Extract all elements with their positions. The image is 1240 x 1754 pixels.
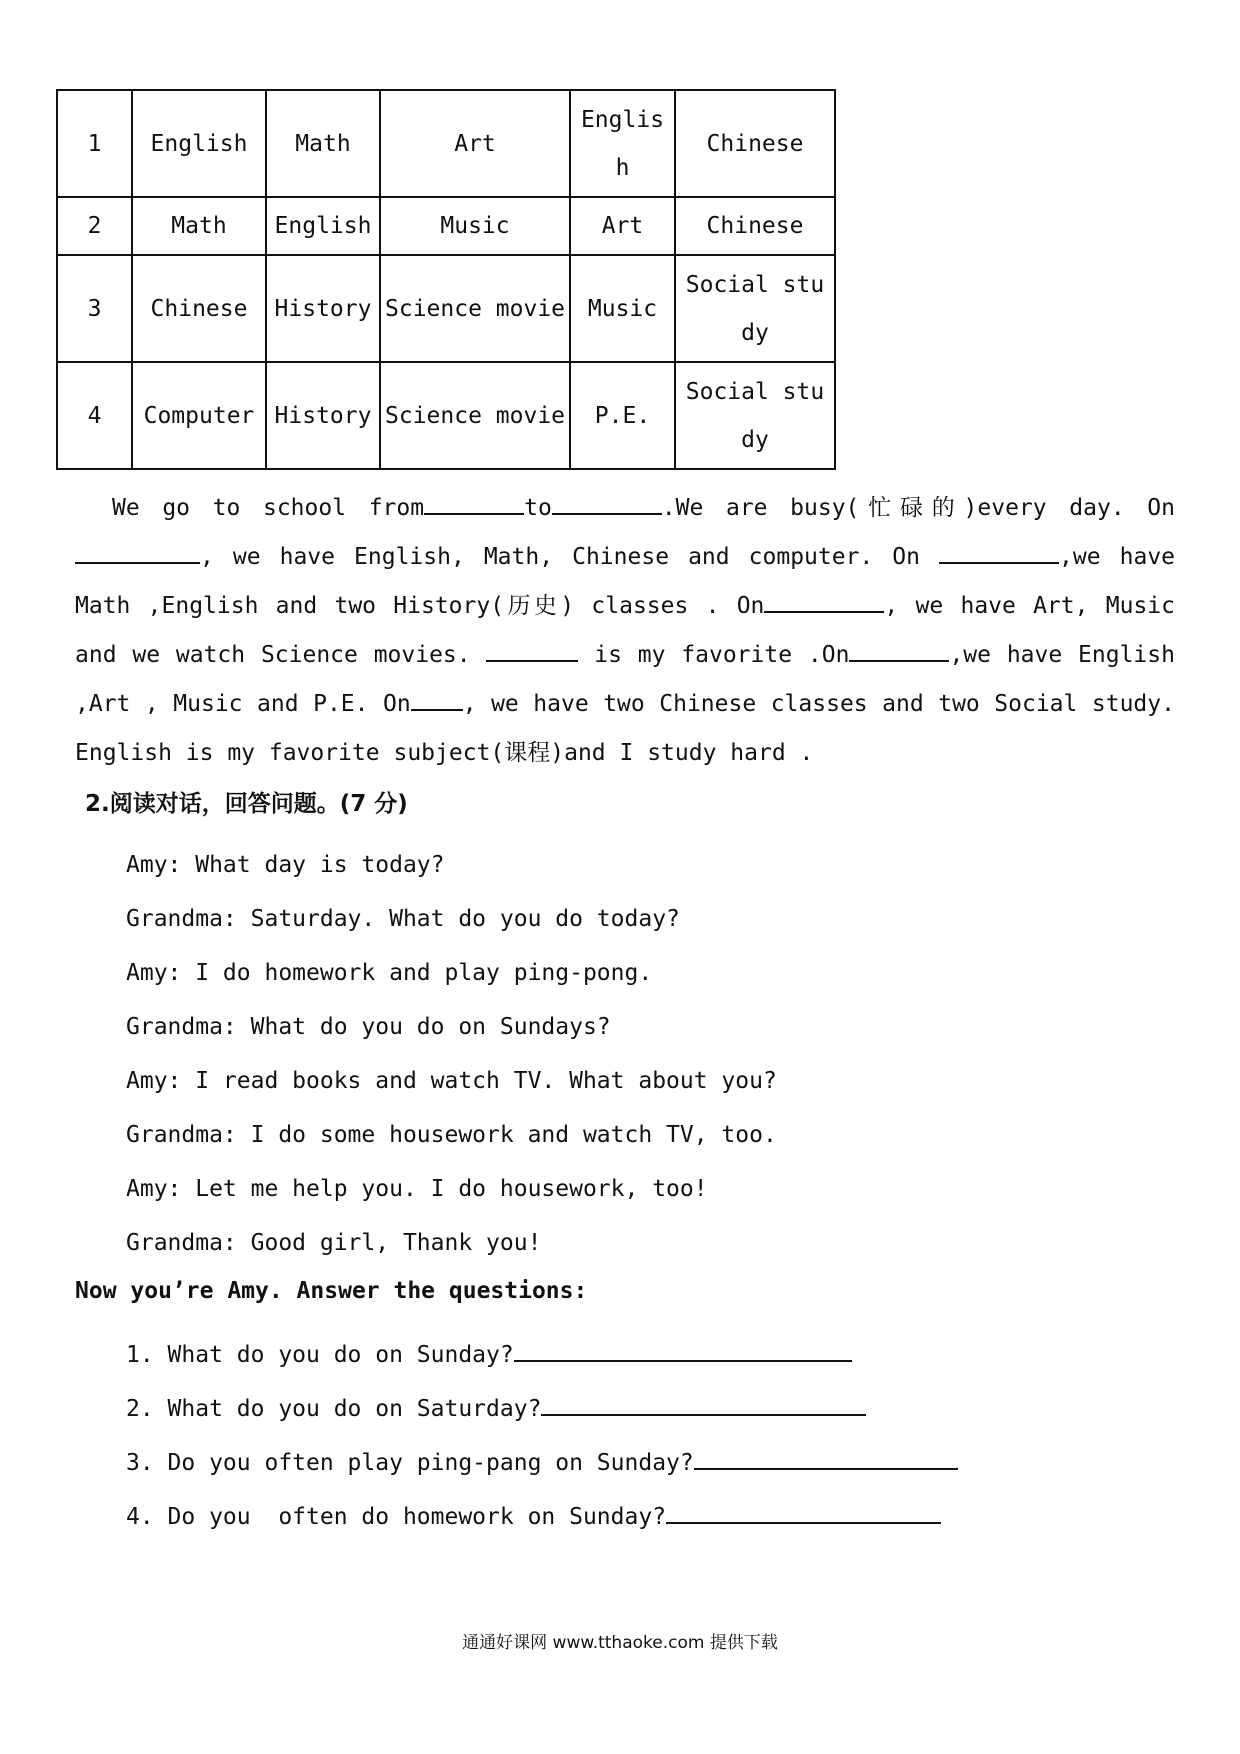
table-cell: Chinese	[675, 197, 835, 255]
table-cell: Science movie	[380, 255, 570, 362]
table-cell: English	[132, 90, 266, 197]
table-cell: Social study	[675, 255, 835, 362]
fill-in-passage	[75, 484, 1175, 778]
passage-text: .We are busy(忙碌的)every day. On	[661, 495, 1175, 521]
answer-blank[interactable]	[552, 491, 662, 515]
answer-blank[interactable]	[411, 687, 463, 711]
answer-blank[interactable]	[939, 540, 1059, 564]
answer-blank[interactable]	[75, 540, 200, 564]
passage-text: is my favorite .On	[578, 642, 850, 668]
passage-text: We go to school from	[112, 495, 425, 521]
question-list	[126, 1328, 958, 1544]
answer-blank[interactable]	[486, 638, 578, 662]
dialogue-line: Grandma: What do you do on Sundays?	[126, 1014, 611, 1040]
question-item	[126, 1436, 958, 1490]
table-row	[57, 90, 835, 197]
table-cell: English	[570, 90, 675, 197]
question-item	[126, 1328, 958, 1382]
passage-text: , we have English, Math, Chinese and computer. On	[200, 544, 940, 570]
passage-text: , we have two Chinese classes and two Social study. English is my favorite subject(课程)and I study hard .	[75, 691, 1175, 766]
table-cell: Computer	[132, 362, 266, 469]
answer-blank[interactable]	[764, 589, 884, 613]
dialogue-line: Grandma: I do some housework and watch TV, too.	[126, 1122, 777, 1148]
table-cell: Music	[570, 255, 675, 362]
table-cell: Social study	[675, 362, 835, 469]
table-cell: Math	[132, 197, 266, 255]
table-cell: Music	[380, 197, 570, 255]
question-item	[126, 1490, 958, 1544]
dialogue-line: Grandma: Saturday. What do you do today?	[126, 906, 680, 932]
table-cell: 4	[57, 362, 132, 469]
table-cell: 2	[57, 197, 132, 255]
table-cell: Science movie	[380, 362, 570, 469]
question-text: 1. What do you do on Sunday?	[126, 1342, 514, 1368]
table-cell: Art	[380, 90, 570, 197]
table-row	[57, 255, 835, 362]
section-title: 2.阅读对话，回答问题。(7 分)	[85, 791, 408, 817]
table-row	[57, 362, 835, 469]
passage-text: ,we have English ,Art , Music and P.E. On	[75, 642, 1175, 717]
table-cell: History	[266, 255, 380, 362]
answer-line[interactable]	[694, 1444, 958, 1470]
table-cell: Chinese	[132, 255, 266, 362]
answer-line[interactable]	[514, 1336, 852, 1362]
questions-prompt: Now you’re Amy. Answer the questions:	[75, 1278, 588, 1304]
passage-text: ,we have Math ,English and two History(历史) classes . On	[75, 544, 1176, 619]
question-text: 2. What do you do on Saturday?	[126, 1396, 542, 1422]
answer-blank[interactable]	[849, 638, 949, 662]
answer-blank[interactable]	[424, 491, 524, 515]
table-cell: Art	[570, 197, 675, 255]
answer-line[interactable]	[541, 1390, 866, 1416]
dialogue-line: Amy: Let me help you. I do housework, too!	[126, 1176, 708, 1202]
table-cell: 3	[57, 255, 132, 362]
dialogue-line: Amy: What day is today?	[126, 852, 445, 878]
passage-text: , we have Art, Music and we watch Science movies.	[75, 593, 1175, 668]
table-cell: 1	[57, 90, 132, 197]
question-item	[126, 1382, 958, 1436]
table-cell: History	[266, 362, 380, 469]
table-cell: P.E.	[570, 362, 675, 469]
table-cell: Chinese	[675, 90, 835, 197]
timetable	[56, 89, 836, 470]
answer-line[interactable]	[666, 1498, 941, 1524]
question-text: 4. Do you often do homework on Sunday?	[126, 1504, 667, 1530]
question-text: 3. Do you often play ping-pang on Sunday?	[126, 1450, 694, 1476]
table-cell: Math	[266, 90, 380, 197]
table-row	[57, 197, 835, 255]
passage-text: to	[524, 495, 552, 521]
table-cell: English	[266, 197, 380, 255]
dialogue-line: Amy: I do homework and play ping-pong.	[126, 960, 653, 986]
dialogue	[126, 838, 777, 1270]
dialogue-line: Grandma: Good girl, Thank you!	[126, 1230, 542, 1256]
page-footer: 通通好课网 www.tthaoke.com 提供下载	[462, 1633, 778, 1653]
dialogue-line: Amy: I read books and watch TV. What about you?	[126, 1068, 777, 1094]
